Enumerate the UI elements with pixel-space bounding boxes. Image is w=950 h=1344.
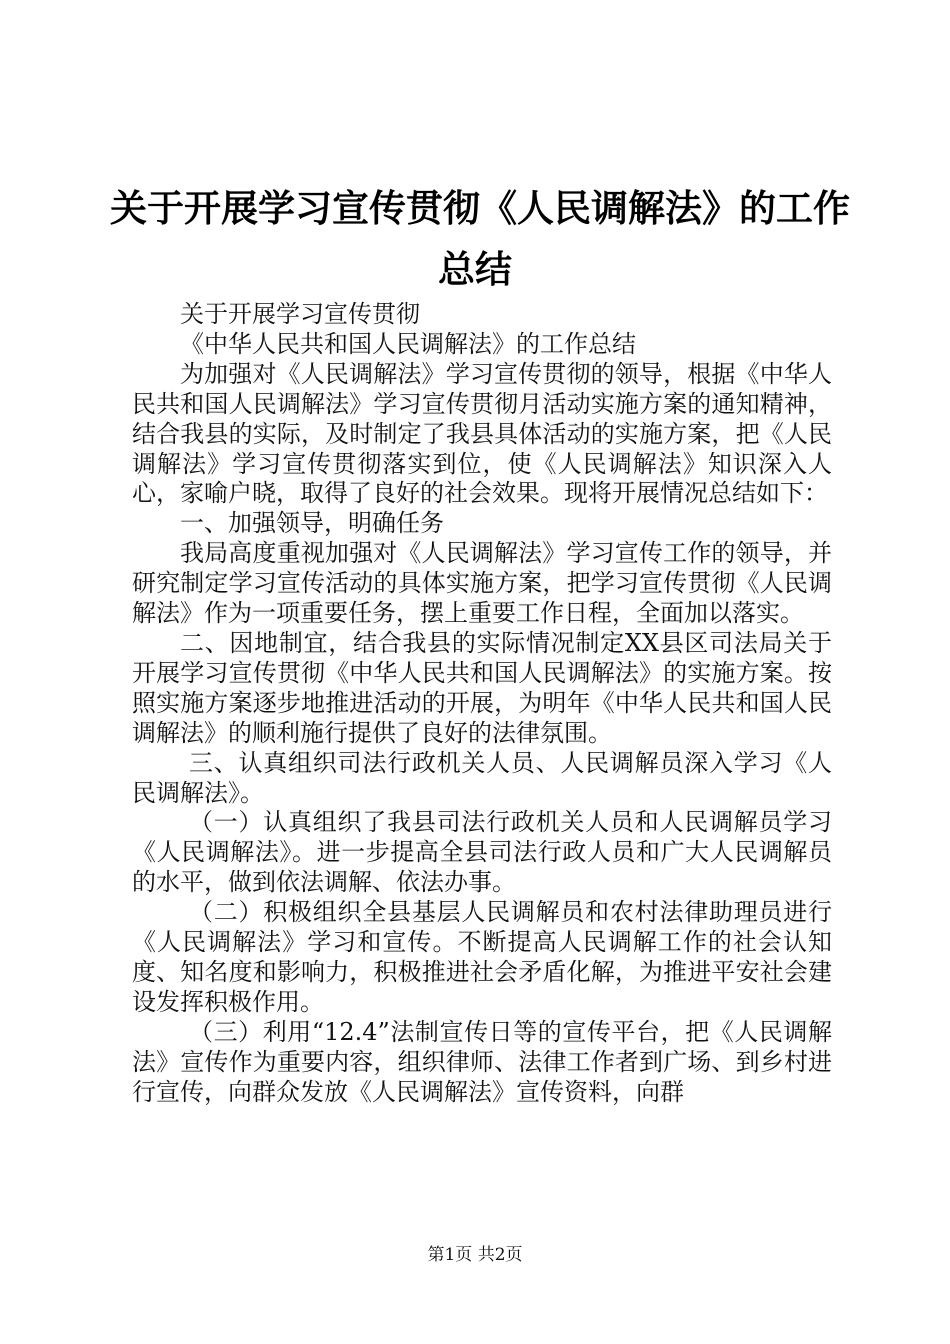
paragraph-item-1: （一）认真组织了我县司法行政机关人员和人民调解员学习《人民调解法》。进一步提高全县司法行政人员和广大人民调解员的水平，做到依法调解、依法办事。 bbox=[132, 808, 832, 897]
section-heading-3: 三、认真组织司法行政机关人员、人民调解员深入学习《人民调解法》。 bbox=[132, 748, 832, 807]
subtitle-line1: 关于开展学习宣传贯彻 bbox=[180, 300, 420, 328]
paragraph-section-2: 二、因地制宜，结合我县的实际情况制定XX县区司法局关于开展学习宣传贯彻《中华人民共和国人民调解法》的实施方案。按照实施方案逐步地推进活动的开展，为明年《中华人民共和国人民调解法》的顺利施行提供了良好的法律氛围。 bbox=[132, 628, 832, 747]
paragraph-item-3: （三）利用“12.4”法制宣传日等的宣传平台，把《人民调解法》宣传作为重要内容，组织律师、法律工作者到广场、到乡村进行宣传，向群众发放《人民调解法》宣传资料，向群 bbox=[132, 1017, 832, 1106]
document-body bbox=[132, 300, 832, 1107]
document-title-line2: 总结 bbox=[438, 248, 512, 291]
page-footer: 第1页 共2页 bbox=[427, 1245, 523, 1265]
document-title-line1: 关于开展学习宣传贯彻《人民调解法》的工作 bbox=[110, 187, 850, 230]
subtitle-line2: 《中华人民共和国人民调解法》的工作总结 bbox=[180, 329, 636, 358]
paragraph-section-1: 我局高度重视加强对《人民调解法》学习宣传工作的领导，并研究制定学习宣传活动的具体实施方案，把学习宣传贯彻《人民调解法》作为一项重要任务，摆上重要工作日程，全面加以落实。 bbox=[132, 539, 832, 628]
paragraph-intro: 为加强对《人民调解法》学习宣传贯彻的领导，根据《中华人民共和国人民调解法》学习宣传贯彻月活动实施方案的通知精神，结合我县的实际，及时制定了我县具体活动的实施方案，把《人民调解法》学习宣传贯彻落实到位，使《人民调解法》知识深入人心，家喻户晓，取得了良好的社会效果。现将开展情况总结如下： bbox=[132, 359, 832, 508]
section-heading-1: 一、加强领导，明确任务 bbox=[180, 509, 444, 538]
paragraph-item-2: （二）积极组织全县基层人民调解员和农村法律助理员进行《人民调解法》学习和宣传。不断提高人民调解工作的社会认知度、知名度和影响力，积极推进社会矛盾化解，为推进平安社会建设发挥积极作用。 bbox=[132, 898, 832, 1016]
